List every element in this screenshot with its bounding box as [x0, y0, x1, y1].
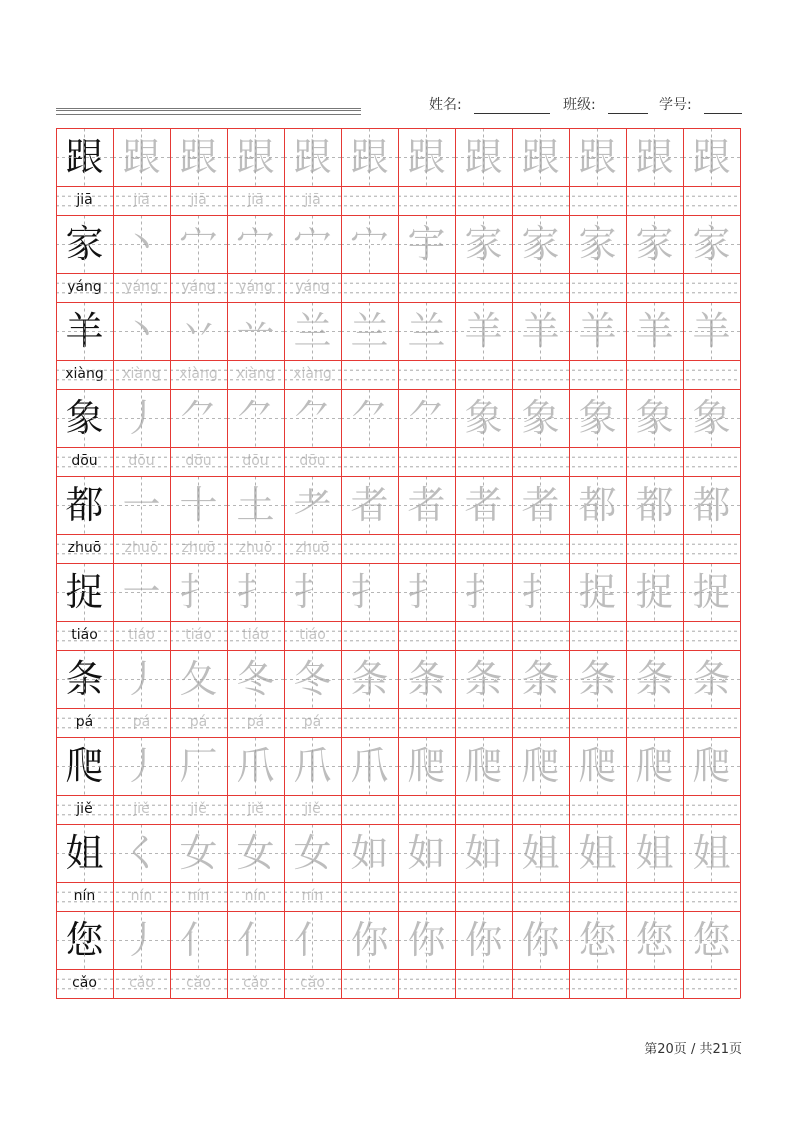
- model-pinyin: tiáo: [71, 627, 98, 643]
- trace-stroke: 爬: [692, 744, 731, 788]
- trace-stroke: 捉: [692, 570, 731, 614]
- trace-stroke: 爬: [521, 744, 560, 788]
- trace-pinyin: nín: [187, 888, 210, 904]
- trace-stroke: 捉: [578, 570, 617, 614]
- trace-stroke: 厂: [179, 744, 218, 788]
- trace-pinyin: zhuō: [238, 540, 273, 556]
- model-pinyin: jiě: [76, 801, 93, 817]
- trace-stroke: 扌: [293, 570, 332, 614]
- trace-stroke: 家: [521, 222, 560, 266]
- trace-stroke: 丿: [122, 918, 161, 962]
- trace-pinyin: yáng: [238, 279, 273, 295]
- trace-pinyin: dōu: [242, 453, 269, 469]
- trace-stroke: 羊: [521, 309, 560, 353]
- trace-stroke: 都: [692, 483, 731, 527]
- trace-stroke: 羊: [692, 309, 731, 353]
- trace-stroke: 丶: [122, 222, 161, 266]
- trace-stroke: 您: [635, 918, 674, 962]
- trace-stroke: 你: [464, 918, 503, 962]
- trace-pinyin: xiàng: [179, 366, 218, 382]
- trace-pinyin: jiā: [304, 192, 321, 208]
- trace-stroke: 爬: [407, 744, 446, 788]
- trace-stroke: 女: [179, 831, 218, 875]
- model-character: 姐: [65, 831, 104, 875]
- model-character: 您: [65, 918, 104, 962]
- trace-stroke: 丿: [122, 744, 161, 788]
- trace-stroke: 都: [578, 483, 617, 527]
- page-number: 第20页 / 共21页: [644, 1042, 742, 1057]
- trace-stroke: 者: [407, 483, 446, 527]
- trace-pinyin: jiě: [247, 801, 264, 817]
- trace-pinyin: jiě: [304, 801, 321, 817]
- class-label: 班级:: [563, 97, 596, 113]
- trace-pinyin: nín: [130, 888, 153, 904]
- trace-stroke: 宀: [179, 222, 218, 266]
- trace-stroke: 冬: [293, 657, 332, 701]
- trace-stroke: 兰: [350, 309, 389, 353]
- trace-stroke: 你: [407, 918, 446, 962]
- trace-stroke: 亻: [293, 918, 332, 962]
- trace-stroke: 亻: [236, 918, 275, 962]
- trace-pinyin: pá: [189, 714, 208, 730]
- trace-stroke: 姐: [578, 831, 617, 875]
- student-number-label: 学号:: [659, 97, 692, 113]
- trace-pinyin: tiáo: [128, 627, 155, 643]
- student-number-field[interactable]: [704, 113, 742, 114]
- trace-pinyin: jiā: [133, 192, 150, 208]
- header-double-rule: [56, 108, 361, 115]
- trace-pinyin: pá: [246, 714, 265, 730]
- name-field[interactable]: [474, 113, 550, 114]
- trace-pinyin: jiā: [247, 192, 264, 208]
- trace-stroke: 条: [407, 657, 446, 701]
- trace-stroke: 丿: [122, 657, 161, 701]
- trace-stroke: 羊: [464, 309, 503, 353]
- trace-stroke: 您: [692, 918, 731, 962]
- trace-pinyin: yáng: [295, 279, 330, 295]
- trace-pinyin: tiáo: [242, 627, 269, 643]
- trace-stroke: 都: [635, 483, 674, 527]
- trace-pinyin: cǎo: [243, 975, 268, 991]
- trace-stroke: 跟: [635, 135, 674, 179]
- model-pinyin: cǎo: [72, 975, 97, 991]
- model-character: 跟: [65, 135, 104, 179]
- trace-pinyin: dōu: [128, 453, 155, 469]
- trace-stroke: 耂: [293, 483, 332, 527]
- model-pinyin: jiā: [76, 192, 93, 208]
- trace-stroke: 你: [521, 918, 560, 962]
- trace-pinyin: dōu: [185, 453, 212, 469]
- trace-stroke: 姐: [521, 831, 560, 875]
- name-label: 姓名:: [429, 97, 462, 113]
- trace-stroke: 爪: [350, 744, 389, 788]
- model-character: 家: [65, 222, 104, 266]
- trace-stroke: 捉: [635, 570, 674, 614]
- trace-stroke: 跟: [464, 135, 503, 179]
- model-pinyin: xiàng: [65, 366, 104, 382]
- model-pinyin: zhuō: [67, 540, 102, 556]
- trace-stroke: 跟: [407, 135, 446, 179]
- trace-stroke: 土: [236, 483, 275, 527]
- trace-stroke: 跟: [179, 135, 218, 179]
- trace-stroke: 爬: [635, 744, 674, 788]
- trace-stroke: 跟: [692, 135, 731, 179]
- trace-stroke: 如: [407, 831, 446, 875]
- trace-stroke: 如: [464, 831, 503, 875]
- trace-pinyin: xiàng: [236, 366, 275, 382]
- trace-pinyin: nín: [244, 888, 267, 904]
- trace-stroke: 跟: [578, 135, 617, 179]
- trace-stroke: 亻: [179, 918, 218, 962]
- trace-pinyin: jiě: [133, 801, 150, 817]
- model-character: 捉: [65, 570, 104, 614]
- trace-pinyin: dōu: [299, 453, 326, 469]
- trace-stroke: 条: [464, 657, 503, 701]
- trace-pinyin: jiā: [190, 192, 207, 208]
- trace-stroke: 家: [692, 222, 731, 266]
- trace-stroke: 象: [578, 396, 617, 440]
- trace-stroke: 扌: [521, 570, 560, 614]
- trace-pinyin: zhuō: [124, 540, 159, 556]
- trace-stroke: 跟: [122, 135, 161, 179]
- trace-stroke: 家: [635, 222, 674, 266]
- trace-stroke: 家: [464, 222, 503, 266]
- trace-stroke: 丷: [179, 309, 218, 353]
- model-character: 爬: [65, 744, 104, 788]
- trace-pinyin: xiàng: [293, 366, 332, 382]
- trace-stroke: 象: [692, 396, 731, 440]
- trace-stroke: 您: [578, 918, 617, 962]
- trace-stroke: ⺈: [179, 396, 218, 440]
- trace-pinyin: tiáo: [299, 627, 326, 643]
- grid-lines: [56, 128, 741, 1001]
- trace-stroke: 者: [521, 483, 560, 527]
- trace-stroke: 爪: [293, 744, 332, 788]
- trace-stroke: 夂: [179, 657, 218, 701]
- trace-stroke: 者: [350, 483, 389, 527]
- trace-stroke: 宀: [236, 222, 275, 266]
- trace-stroke: 爬: [464, 744, 503, 788]
- trace-stroke: 跟: [236, 135, 275, 179]
- trace-stroke: 如: [350, 831, 389, 875]
- trace-stroke: 跟: [521, 135, 560, 179]
- trace-stroke: 你: [350, 918, 389, 962]
- trace-stroke: 跟: [293, 135, 332, 179]
- trace-stroke: 宇: [407, 222, 446, 266]
- trace-stroke: 丿: [122, 396, 161, 440]
- trace-pinyin: yáng: [124, 279, 159, 295]
- trace-pinyin: yáng: [181, 279, 216, 295]
- model-pinyin: yáng: [67, 279, 102, 295]
- trace-stroke: 象: [464, 396, 503, 440]
- trace-pinyin: pá: [303, 714, 322, 730]
- trace-stroke: 宀: [293, 222, 332, 266]
- trace-stroke: 羊: [635, 309, 674, 353]
- trace-stroke: 扌: [179, 570, 218, 614]
- trace-stroke: 条: [578, 657, 617, 701]
- practice-grid: [56, 128, 740, 1001]
- trace-stroke: 姐: [692, 831, 731, 875]
- trace-stroke: 兰: [293, 309, 332, 353]
- trace-stroke: 条: [635, 657, 674, 701]
- trace-stroke: 䒑: [236, 309, 275, 353]
- trace-pinyin: tiáo: [185, 627, 212, 643]
- trace-stroke: 一: [122, 483, 161, 527]
- trace-pinyin: cǎo: [300, 975, 325, 991]
- trace-stroke: 扌: [464, 570, 503, 614]
- trace-pinyin: xiàng: [122, 366, 161, 382]
- trace-stroke: 冬: [236, 657, 275, 701]
- trace-pinyin: nín: [301, 888, 324, 904]
- trace-stroke: 条: [350, 657, 389, 701]
- trace-stroke: 女: [293, 831, 332, 875]
- model-pinyin: dōu: [71, 453, 98, 469]
- trace-stroke: 扌: [350, 570, 389, 614]
- trace-stroke: 羊: [578, 309, 617, 353]
- trace-stroke: 爪: [236, 744, 275, 788]
- trace-stroke: 条: [692, 657, 731, 701]
- model-character: 象: [65, 396, 104, 440]
- trace-pinyin: jiě: [190, 801, 207, 817]
- trace-stroke: 条: [521, 657, 560, 701]
- trace-stroke: 姐: [635, 831, 674, 875]
- trace-stroke: ⺈: [350, 396, 389, 440]
- trace-stroke: 丶: [122, 309, 161, 353]
- trace-stroke: ⺈: [407, 396, 446, 440]
- trace-stroke: 跟: [350, 135, 389, 179]
- trace-stroke: く: [122, 831, 161, 875]
- trace-stroke: ⺈: [293, 396, 332, 440]
- trace-stroke: 扌: [236, 570, 275, 614]
- trace-stroke: 一: [122, 570, 161, 614]
- model-character: 羊: [65, 309, 104, 353]
- model-character: 条: [65, 657, 104, 701]
- trace-stroke: 象: [635, 396, 674, 440]
- trace-stroke: 者: [464, 483, 503, 527]
- trace-stroke: 女: [236, 831, 275, 875]
- model-pinyin: pá: [75, 714, 94, 730]
- trace-pinyin: cǎo: [186, 975, 211, 991]
- trace-stroke: 象: [521, 396, 560, 440]
- class-field[interactable]: [608, 113, 648, 114]
- trace-stroke: 兰: [407, 309, 446, 353]
- trace-stroke: 家: [578, 222, 617, 266]
- trace-pinyin: pá: [132, 714, 151, 730]
- trace-stroke: 宀: [350, 222, 389, 266]
- trace-pinyin: cǎo: [129, 975, 154, 991]
- model-character: 都: [65, 483, 104, 527]
- trace-stroke: 爬: [578, 744, 617, 788]
- trace-stroke: 十: [179, 483, 218, 527]
- model-pinyin: nín: [73, 888, 96, 904]
- trace-stroke: 扌: [407, 570, 446, 614]
- trace-stroke: ⺈: [236, 396, 275, 440]
- trace-pinyin: zhuō: [181, 540, 216, 556]
- trace-pinyin: zhuō: [295, 540, 330, 556]
